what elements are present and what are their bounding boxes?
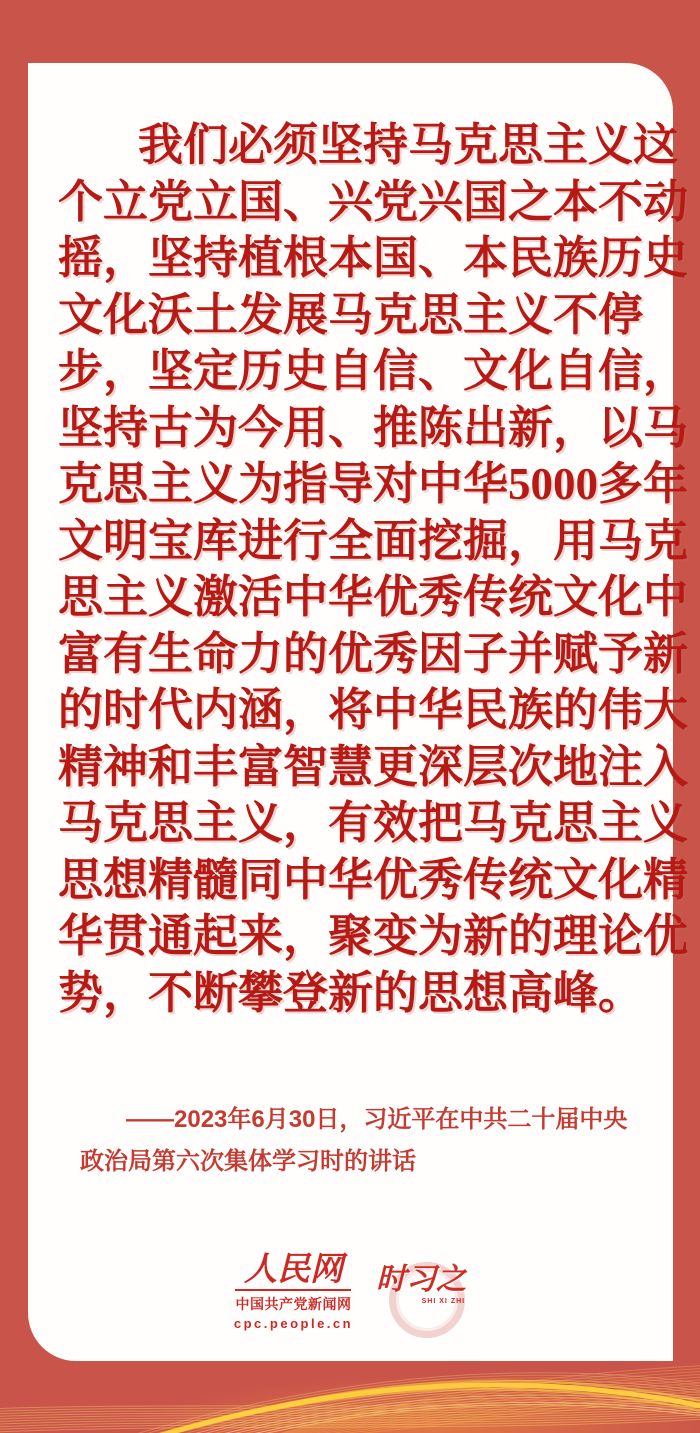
peoples-daily-script-icon: 人民网 bbox=[243, 1252, 343, 1288]
logo-divider bbox=[235, 1289, 351, 1291]
quote-card bbox=[28, 63, 689, 1361]
quote-line: 思主义激活中华优秀传统文化中 bbox=[58, 572, 689, 622]
quote-line: 的时代内涵，将中华民族的伟大 bbox=[58, 685, 689, 735]
peoples-daily-site-name: 中国共产党新闻网 bbox=[235, 1296, 352, 1312]
quote-line: 文化沃土发展马克思主义不停 bbox=[58, 289, 644, 340]
peoples-daily-url: cpc.people.cn bbox=[233, 1316, 354, 1331]
quote-line: 马克思主义，有效把马克思主义 bbox=[58, 798, 689, 848]
quote-line: 步，坚定历史自信、文化自信， bbox=[58, 346, 689, 396]
quote-line: 思想精髓同中华优秀传统文化精 bbox=[58, 854, 689, 905]
quote-line: 文明宝库进行全面挖掘，用马克 bbox=[58, 515, 689, 566]
attribution-line: 政治局第六次集体学习时的讲话 bbox=[80, 1148, 416, 1175]
attribution bbox=[80, 1099, 637, 1183]
quote-text bbox=[58, 117, 689, 1021]
quote-line: 势，不断攀登新的思想高峰。 bbox=[58, 967, 644, 1018]
shixizhi-title: 时习之 bbox=[376, 1263, 467, 1296]
attribution-line: ——2023年6月30日，习近平在中共二十届中央 bbox=[126, 1106, 628, 1133]
wave-decoration bbox=[0, 1293, 700, 1433]
quote-line: 富有生命力的优秀因子并赋予新 bbox=[58, 628, 689, 679]
quote-line: 克思主义为指导对中华5000多年 bbox=[58, 459, 689, 509]
quote-line: 精神和丰富智慧更深层次地注入 bbox=[58, 741, 689, 792]
quote-line: 华贯通起来，聚变为新的理论优 bbox=[58, 911, 689, 961]
quote-line: 摇，坚持植根本国、本民族历史 bbox=[58, 233, 689, 283]
quote-line: 我们必须坚持马克思主义这 bbox=[138, 120, 679, 170]
shixizhi-subtitle: SHI XI ZHI bbox=[421, 1298, 466, 1305]
quote-line: 坚持古为今用、推陈出新，以马 bbox=[58, 402, 689, 453]
quote-line: 个立党立国、兴党兴国之本不动 bbox=[58, 176, 689, 227]
